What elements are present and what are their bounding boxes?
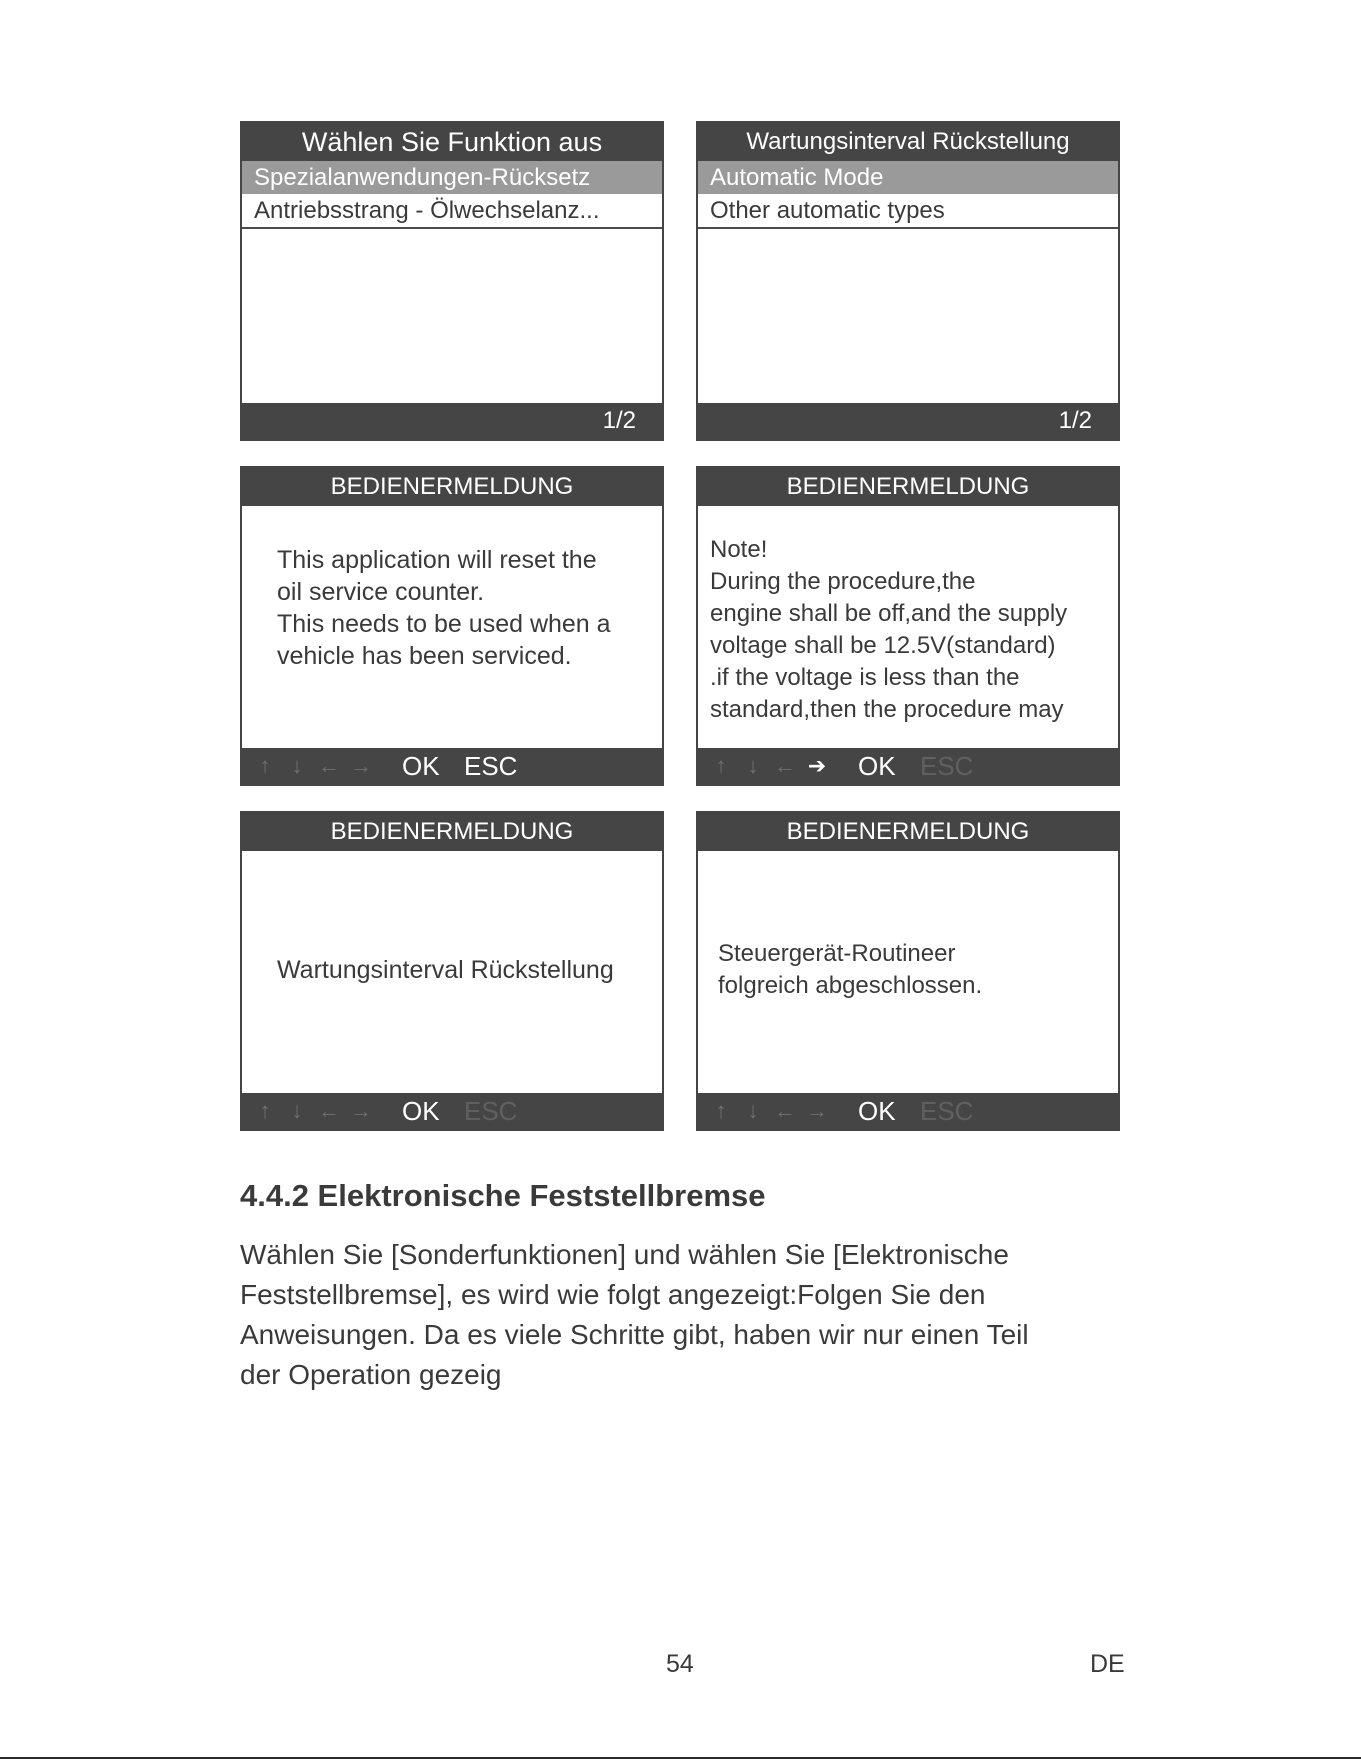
section-paragraph [240,1235,1120,1395]
message-text [277,954,614,986]
page-indicator: 1/2 [1058,407,1092,434]
ok-button[interactable]: OK [858,1096,896,1126]
ok-button[interactable]: OK [402,751,440,781]
esc-button[interactable]: ESC [920,751,974,781]
screen-bottom-bar [698,748,1118,784]
paragraph-line: Anweisungen. Da es viele Schritte gibt, haben wir nur einen Teil [240,1319,1029,1350]
message-line: This application will reset the [277,546,597,574]
right-arrow-icon[interactable]: → [350,1098,372,1123]
right-arrow-icon[interactable]: ➔ [807,753,827,778]
page-number: 54 [666,1650,694,1678]
message-line: Note! [710,536,768,563]
up-arrow-icon[interactable]: ↑ [259,753,271,778]
screen-service-reset-mode [696,121,1120,441]
left-arrow-icon[interactable]: ← [318,753,340,778]
down-arrow-icon[interactable]: ↓ [747,1098,759,1123]
message-text [277,544,611,672]
message-line: folgreich abgeschlossen. [718,972,983,999]
right-arrow-icon[interactable]: → [806,1098,828,1123]
screen-bottom-bar [698,1093,1118,1129]
arrow-keys [252,748,374,784]
language-code: DE [1090,1650,1125,1678]
screen-bottom-bar [242,1093,662,1129]
message-line: standard,then the procedure may [710,696,1064,723]
message-line: engine shall be off,and the supply [710,600,1068,627]
screen-title: BEDIENERMELDUNG [242,813,662,851]
left-arrow-icon[interactable]: ← [318,1098,340,1123]
up-arrow-icon[interactable]: ↑ [715,753,727,778]
menu-item-other-automatic-types[interactable]: Other automatic types [698,194,1118,229]
message-line: oil service counter. [277,578,485,606]
message-line: During the procedure,the [710,568,976,595]
paragraph-line: der Operation gezeig [240,1359,502,1390]
screen-title: BEDIENERMELDUNG [698,468,1118,506]
screen-bottom-bar [242,403,662,439]
message-line: vehicle has been serviced. [277,642,572,670]
message-line: voltage shall be 12.5V(standard) [710,632,1056,659]
arrow-keys [252,1093,374,1129]
message-line: Wartungsinterval Rückstellung [277,956,614,984]
down-arrow-icon[interactable]: ↓ [291,753,303,778]
screen-operator-message-reset-info [240,466,664,786]
arrow-keys [708,748,830,784]
arrow-keys [708,1093,830,1129]
message-line: This needs to be used when a [277,610,611,638]
esc-button[interactable]: ESC [920,1096,974,1126]
screen-bottom-bar [242,748,662,784]
screen-operator-message-service-reset [240,811,664,1131]
paragraph-line: Feststellbremse], es wird wie folgt angezeigt:Folgen Sie den [240,1279,986,1310]
screen-operator-message-note [696,466,1120,786]
left-arrow-icon[interactable]: ← [774,1098,796,1123]
down-arrow-icon[interactable]: ↓ [291,1098,303,1123]
up-arrow-icon[interactable]: ↑ [715,1098,727,1123]
page-indicator: 1/2 [602,407,636,434]
screen-function-select [240,121,664,441]
bottom-rule [0,1757,1361,1759]
left-arrow-icon[interactable]: ← [774,753,796,778]
right-arrow-icon[interactable]: → [350,753,372,778]
down-arrow-icon[interactable]: ↓ [747,753,759,778]
menu-item-oil-change[interactable]: Antriebsstrang - Ölwechselanz... [242,194,662,229]
message-line: Steuergerät-Routineer [718,940,956,967]
message-text [710,534,1067,726]
screen-title: BEDIENERMELDUNG [242,468,662,506]
esc-button[interactable]: ESC [464,751,518,781]
up-arrow-icon[interactable]: ↑ [259,1098,271,1123]
section-heading: 4.4.2 Elektronische Feststellbremse [240,1178,766,1213]
screen-bottom-bar [698,403,1118,439]
screen-title: Wartungsinterval Rückstellung [698,123,1118,161]
screen-title: Wählen Sie Funktion aus [242,123,662,161]
ok-button[interactable]: OK [402,1096,440,1126]
screen-title: BEDIENERMELDUNG [698,813,1118,851]
screen-operator-message-completed [696,811,1120,1131]
esc-button[interactable]: ESC [464,1096,518,1126]
paragraph-line: Wählen Sie [Sonderfunktionen] und wählen Sie [Elektronische [240,1239,1009,1270]
ok-button[interactable]: OK [858,751,896,781]
message-line: .if the voltage is less than the [710,664,1020,691]
menu-item-automatic-mode[interactable]: Automatic Mode [698,161,1118,194]
menu-item-special-reset[interactable]: Spezialanwendungen-Rücksetz [242,161,662,194]
message-text [718,938,982,1002]
